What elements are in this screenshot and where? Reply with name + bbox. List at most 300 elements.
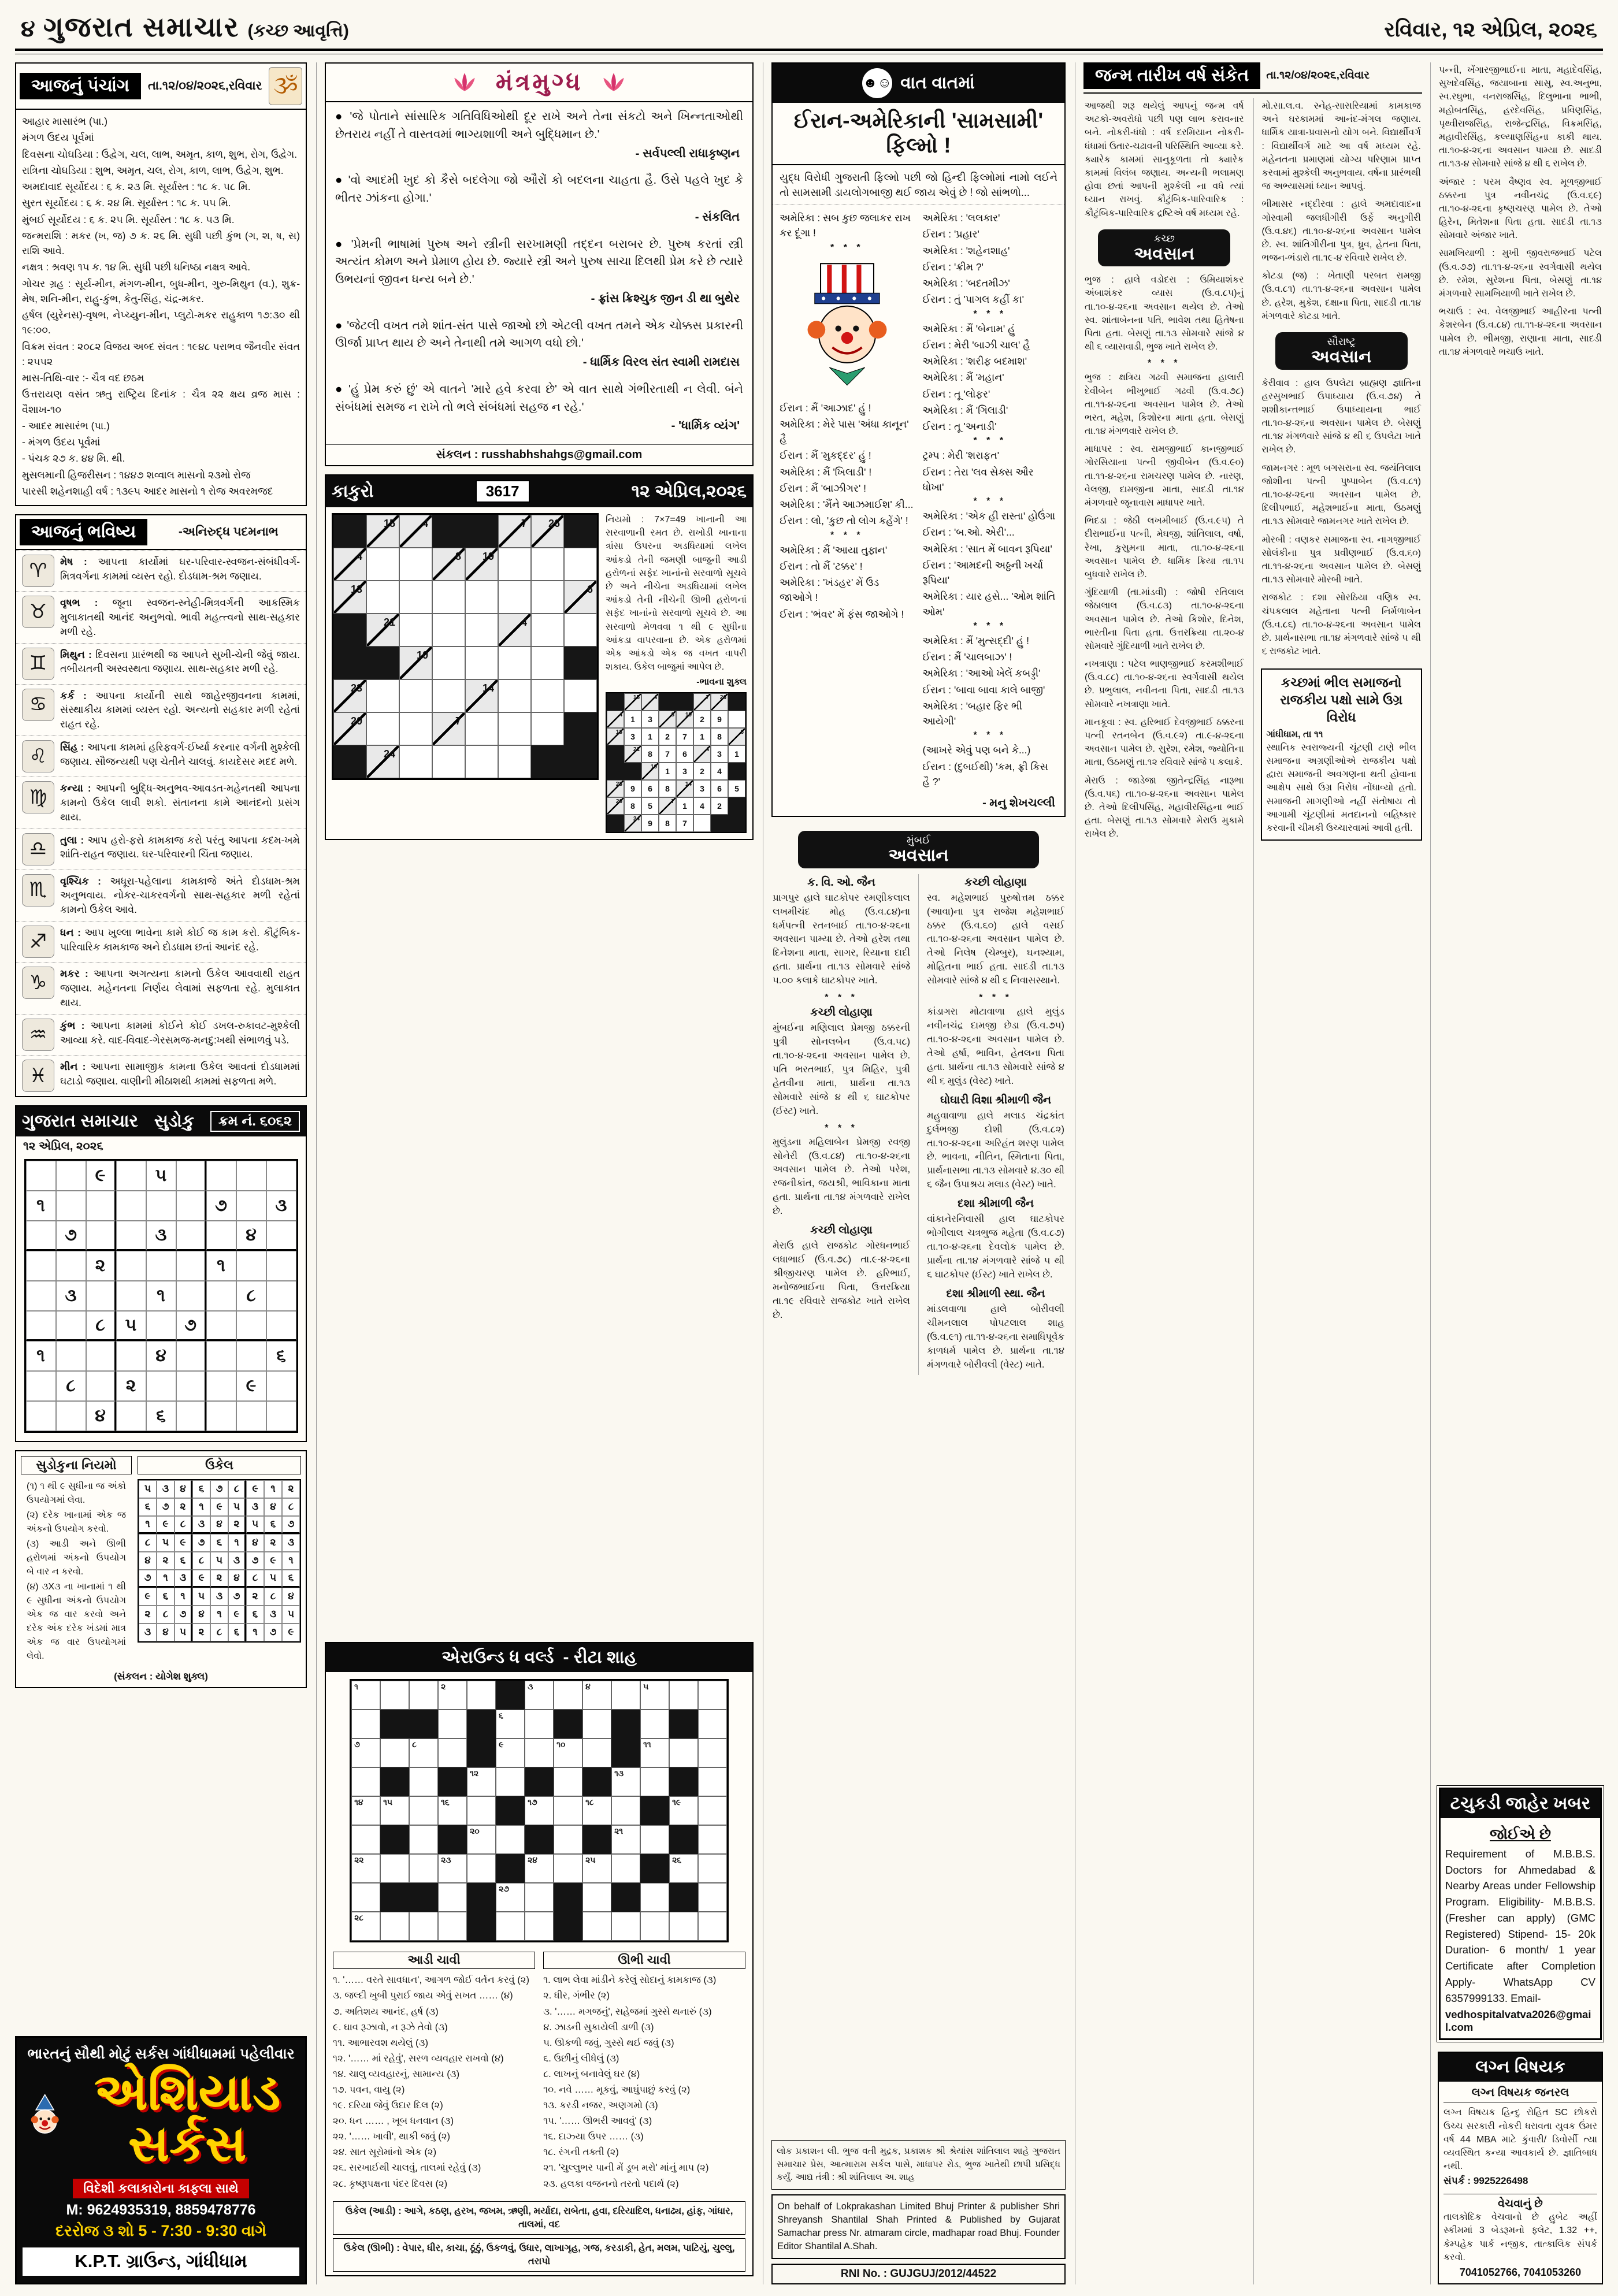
- crossword-cell[interactable]: [525, 1883, 554, 1912]
- sudoku-cell[interactable]: [146, 1191, 176, 1221]
- kakuro-clue-cell[interactable]: 26: [531, 515, 564, 548]
- sudoku-cell[interactable]: [26, 1311, 56, 1341]
- sudoku-cell[interactable]: ૬: [266, 1341, 296, 1371]
- crossword-cell[interactable]: [582, 1738, 611, 1767]
- kakuro-cell[interactable]: [432, 745, 465, 778]
- joke-line: ઈરાન : 'ભંવર' મેં ફંસ જાઓગે !: [780, 608, 904, 620]
- crossword-cell[interactable]: ૨૦: [467, 1825, 496, 1854]
- crossword-cell[interactable]: [380, 1912, 409, 1941]
- sudoku-cell[interactable]: [236, 1311, 266, 1341]
- kakuro-cell[interactable]: [465, 712, 498, 745]
- sudoku-cell[interactable]: ૫: [116, 1311, 146, 1341]
- kakuro-cell[interactable]: [564, 614, 597, 647]
- kakuro-clue-cell[interactable]: 4: [333, 548, 366, 581]
- crossword-block-cell[interactable]: [669, 1883, 698, 1912]
- crossword-block-cell[interactable]: [554, 1883, 582, 1912]
- mumbai-obits-col2: [918, 874, 1066, 1376]
- sudoku-cell[interactable]: ૩: [56, 1281, 86, 1311]
- crossword-cell[interactable]: ૪: [582, 1681, 611, 1710]
- kakuro-cell[interactable]: [432, 581, 465, 614]
- sudoku-cell[interactable]: [26, 1161, 56, 1191]
- sudoku-cell[interactable]: [206, 1311, 236, 1341]
- crossword-block-cell[interactable]: [438, 1767, 467, 1796]
- sudoku-cell[interactable]: [116, 1221, 146, 1251]
- crossword-cell[interactable]: [554, 1681, 582, 1710]
- sudoku-cell[interactable]: [176, 1401, 206, 1431]
- crossword-block-cell[interactable]: [669, 1767, 698, 1796]
- crossword-cell[interactable]: [582, 1883, 611, 1912]
- sudoku-cell[interactable]: [266, 1401, 296, 1431]
- sudoku-cell[interactable]: [26, 1401, 56, 1431]
- kakuro-cell[interactable]: [498, 745, 531, 778]
- kakuro-cell[interactable]: [432, 679, 465, 712]
- crossword-block-cell[interactable]: [496, 1854, 525, 1883]
- sudoku-grid[interactable]: [24, 1159, 298, 1433]
- zodiac-row: ♑ મકર : આપના અગત્યના કામનો ઉકેલ આવવાથી રાહત જણાય. મહેનતના નિર્ણય લેવામાં સફળતા રહે. મુલાકાત થાય.: [16, 962, 306, 1014]
- crossword-cell[interactable]: [438, 1912, 467, 1941]
- kakuro-cell[interactable]: [399, 679, 432, 712]
- sudoku-cell[interactable]: [206, 1371, 236, 1401]
- crossword-cell[interactable]: ૭: [351, 1738, 380, 1767]
- sudoku-cell[interactable]: [86, 1371, 116, 1401]
- sudoku-cell[interactable]: [146, 1371, 176, 1401]
- crossword-cell[interactable]: [698, 1912, 727, 1941]
- kakuro-clue-cell[interactable]: 19: [465, 548, 498, 581]
- circus-ad-phones[interactable]: M: 9624935319, 8859478776: [66, 2202, 256, 2218]
- crossword-cell[interactable]: ૬: [496, 1710, 525, 1738]
- sudoku-cell[interactable]: [266, 1371, 296, 1401]
- kakuro-block-cell[interactable]: [333, 614, 366, 647]
- sudoku-cell[interactable]: [176, 1341, 206, 1371]
- sudoku-cell[interactable]: ૨: [86, 1251, 116, 1281]
- sudoku-cell[interactable]: ૧: [146, 1281, 176, 1311]
- crossword-cell[interactable]: [640, 1710, 669, 1738]
- sudoku-cell[interactable]: [146, 1251, 176, 1281]
- crossword-cell[interactable]: [496, 1912, 525, 1941]
- sudoku-cell[interactable]: [266, 1221, 296, 1251]
- kakuro-clue-cell[interactable]: 15: [366, 515, 399, 548]
- kakuro-block-cell[interactable]: [333, 745, 366, 778]
- horoscope-author: -અનિરુદ્ધ પદમનાભ: [178, 525, 279, 538]
- kakuro-block-cell[interactable]: [465, 515, 498, 548]
- crossword-cell[interactable]: [554, 1825, 582, 1854]
- sudoku-cell[interactable]: [116, 1341, 146, 1371]
- text-line: (૩) આડી અને ઊભી હરોળમાં અંકનો ઉપયોગ બે વાર ન કરવો.: [27, 1539, 127, 1577]
- kakuro-cell[interactable]: [531, 548, 564, 581]
- sudoku-cell: ૨: [157, 1552, 175, 1570]
- crossword-grid[interactable]: [350, 1679, 729, 1942]
- sudoku-cell[interactable]: [266, 1161, 296, 1191]
- kakuro-clue-cell: 10: [641, 763, 659, 780]
- sudoku-cell[interactable]: [176, 1221, 206, 1251]
- kakuro-cell[interactable]: [498, 647, 531, 679]
- sudoku-cell[interactable]: ૯: [236, 1371, 266, 1401]
- crossword-cell[interactable]: [496, 1767, 525, 1796]
- sudoku-cell[interactable]: [26, 1281, 56, 1311]
- kakuro-cell[interactable]: [399, 581, 432, 614]
- crossword-block-cell[interactable]: [409, 1710, 438, 1738]
- crossword-cell[interactable]: [582, 1912, 611, 1941]
- crossword-cell[interactable]: [554, 1796, 582, 1825]
- sudoku-cell[interactable]: [26, 1251, 56, 1281]
- sale-phones[interactable]: 7041052766, 7041053260: [1459, 2267, 1582, 2278]
- kakuro-clue-cell[interactable]: 7: [498, 515, 531, 548]
- crossword-block-cell[interactable]: [467, 1883, 496, 1912]
- kakuro-cell[interactable]: [498, 712, 531, 745]
- sudoku-cell[interactable]: [176, 1371, 206, 1401]
- crossword-cell[interactable]: [380, 1854, 409, 1883]
- crossword-cell[interactable]: ૨૨: [351, 1854, 380, 1883]
- crossword-cell[interactable]: [698, 1738, 727, 1767]
- crossword-cell[interactable]: ૫: [640, 1681, 669, 1710]
- crossword-cell[interactable]: [554, 1854, 582, 1883]
- zodiac-icon: ♉: [22, 596, 54, 628]
- kakuro-cell[interactable]: [399, 745, 432, 778]
- sudoku-cell[interactable]: [176, 1281, 206, 1311]
- crossword-cell[interactable]: ૧૫: [380, 1796, 409, 1825]
- crossword-block-cell[interactable]: [467, 1912, 496, 1941]
- crossword-cell[interactable]: [698, 1710, 727, 1738]
- kakuro-clue-cell[interactable]: 24: [366, 745, 399, 778]
- kakuro-block-cell[interactable]: [333, 515, 366, 548]
- kakuro-cell[interactable]: [531, 581, 564, 614]
- sudoku-cell[interactable]: [116, 1251, 146, 1281]
- crossword-cell[interactable]: [496, 1825, 525, 1854]
- kakuro-grid[interactable]: [332, 513, 599, 780]
- kakuro-cell[interactable]: [498, 581, 531, 614]
- sudoku-cell[interactable]: [26, 1371, 56, 1401]
- sudoku-cell[interactable]: ૭: [206, 1191, 236, 1221]
- kakuro-block-cell[interactable]: [564, 712, 597, 745]
- kakuro-cell[interactable]: [366, 679, 399, 712]
- sudoku-cell[interactable]: [206, 1401, 236, 1431]
- crossword-cell[interactable]: [409, 1912, 438, 1941]
- kakuro-cell[interactable]: [498, 548, 531, 581]
- crossword-block-cell[interactable]: [525, 1825, 554, 1854]
- crossword-block-cell[interactable]: [611, 1738, 640, 1767]
- kakuro-clue-cell[interactable]: 4: [498, 614, 531, 647]
- sudoku-cell[interactable]: [116, 1191, 146, 1221]
- kakuro-cell[interactable]: [531, 614, 564, 647]
- kakuro-clue-cell[interactable]: 7: [432, 712, 465, 745]
- kakuro-cell[interactable]: [432, 647, 465, 679]
- crossword-cell[interactable]: ૩: [525, 1681, 554, 1710]
- sudoku-cell[interactable]: [86, 1281, 116, 1311]
- crossword-block-cell[interactable]: [438, 1825, 467, 1854]
- sudoku-cell[interactable]: [116, 1281, 146, 1311]
- sudoku-cell[interactable]: ૮: [236, 1281, 266, 1311]
- crossword-cell[interactable]: ૧૮: [582, 1796, 611, 1825]
- kakuro-block-cell[interactable]: [432, 515, 465, 548]
- kakuro-clue-cell[interactable]: 14: [465, 679, 498, 712]
- kakuro-clue-cell[interactable]: 4: [399, 515, 432, 548]
- sudoku-cell[interactable]: ૭: [56, 1221, 86, 1251]
- obit-paragraph: રાજકોટ : દશા સોરઠિયા વણિક સ્વ. ચંપકલાલ મહેતાના પત્ની નિર્મળાબેન (ઉ.વ.૮૬) તા.૧૦-૪-૨૬ના અવસાન પામેલ છે. પ્રાર્થનાસભા તા.૧૪ મંગળવારે સાંજે ૫ થી ૬ રાજકોટ ખાતે.: [1261, 593, 1421, 657]
- crossword-cell[interactable]: [351, 1767, 380, 1796]
- crossword-cell[interactable]: [582, 1710, 611, 1738]
- crossword-block-cell[interactable]: [611, 1883, 640, 1912]
- sudoku-cell[interactable]: ૧: [26, 1191, 56, 1221]
- crossword-cell[interactable]: [438, 1738, 467, 1767]
- mumbai-obituaries: [771, 825, 1066, 1375]
- crossword-cell[interactable]: [525, 1912, 554, 1941]
- crossword-block-cell[interactable]: [380, 1767, 409, 1796]
- sudoku-cell[interactable]: [176, 1161, 206, 1191]
- kakuro-cell[interactable]: [366, 712, 399, 745]
- crossword-cell[interactable]: [640, 1767, 669, 1796]
- crossword-cell[interactable]: [467, 1681, 496, 1710]
- kakuro-cell[interactable]: [465, 745, 498, 778]
- crossword-block-cell[interactable]: [467, 1710, 496, 1738]
- crossword-cell[interactable]: ૨૪: [525, 1854, 554, 1883]
- kakuro-block-cell: [607, 693, 624, 711]
- crossword-cell[interactable]: ૨૮: [351, 1912, 380, 1941]
- obit-paragraph: ભચાઉ : સ્વ. વેલજીભાઈ આહીરના પત્ની કેશરબેન (ઉ.વ.૮૪) તા.૧૧-૪-૨૬ના અવસાન પામેલ છે. ભીમજી, રાણાના માતા, સાદડી તા.૧૪ મંગળવારે ભચાઉ ખાતે.: [1439, 307, 1602, 357]
- sudoku-cell[interactable]: ૪: [236, 1221, 266, 1251]
- sudoku-cell[interactable]: ૯: [86, 1161, 116, 1191]
- sudoku-cell: ૪: [264, 1498, 282, 1516]
- crossword-cell[interactable]: ૨૧: [611, 1825, 640, 1854]
- kakuro-cell[interactable]: [531, 712, 564, 745]
- crossword-cell[interactable]: [640, 1825, 669, 1854]
- crossword-cell[interactable]: [380, 1681, 409, 1710]
- kakuro-clue-cell[interactable]: 23: [333, 679, 366, 712]
- sudoku-cell[interactable]: ૮: [56, 1371, 86, 1401]
- crossword-block-cell[interactable]: [467, 1738, 496, 1767]
- crossword-block-cell[interactable]: [669, 1825, 698, 1854]
- kakuro-cell[interactable]: [531, 679, 564, 712]
- crossword-cell[interactable]: ૧૦: [554, 1738, 582, 1767]
- body-paragraph: આજથી શરૂ થયેલું આપનું જન્મ વર્ષ અટકો-અવરોધો પછી પણ લાભ કરાવનાર બને. નોકરી-ધંધો : વર્ષ દરમિયાન નોકરી-ધંધામાં ઉતાર-ચઢાવની પરિસ્થિતિ આવ્યા કરે. ક્યારેક કામમાં સાનુકૂળતા તો ક્યારેક કામમાં વિલંબ જણાય. અન્યની ભલામણ હોવા છતાં આપની મુશ્કેલી ના વધે ત્યાં ધ્યાન રાખવું. કૌટુંબિક-પારિવારિક : કૌટુંબિક-પારિવારિક દ્રષ્ટિએ વર્ષ મધ્યમ રહે.: [1085, 101, 1244, 218]
- sudoku-cell[interactable]: [266, 1251, 296, 1281]
- clue-item: ૪. ઝાડની સુકાયેલી ડાળી (૩): [543, 2022, 654, 2033]
- crossword-cell[interactable]: ૧૭: [525, 1796, 554, 1825]
- sudoku-cell[interactable]: ૧: [206, 1251, 236, 1281]
- crossword-cell[interactable]: [351, 1710, 380, 1738]
- kakuro-cell[interactable]: [564, 548, 597, 581]
- crossword-cell[interactable]: [698, 1767, 727, 1796]
- crossword-block-cell[interactable]: [380, 1883, 409, 1912]
- crossword-block-cell[interactable]: [582, 1825, 611, 1854]
- sudoku-cell[interactable]: [236, 1161, 266, 1191]
- sudoku-cell[interactable]: ૬: [146, 1401, 176, 1431]
- crossword-cell[interactable]: [669, 1681, 698, 1710]
- crossword-cell[interactable]: [409, 1796, 438, 1825]
- crossword-cell[interactable]: ૧૨: [467, 1767, 496, 1796]
- crossword-cell[interactable]: ૧૩: [611, 1767, 640, 1796]
- sudoku-cell[interactable]: [206, 1161, 236, 1191]
- kakuro-clue-cell[interactable]: 10: [399, 647, 432, 679]
- kakuro-block-cell[interactable]: [531, 745, 564, 778]
- text-line: મુંબઈ સૂર્યોદય : ૬ ક. ૨૫ મિ. સૂર્યાસ્ત : ૧૮ ક. ૫૩ મિ.: [22, 213, 235, 225]
- kakuro-cell: 3: [624, 728, 641, 745]
- sudoku-cell[interactable]: [236, 1251, 266, 1281]
- crossword-cell[interactable]: [611, 1681, 640, 1710]
- crossword-cell[interactable]: [409, 1854, 438, 1883]
- kakuro-clue-cell[interactable]: 8: [432, 548, 465, 581]
- kakuro-cell[interactable]: [399, 548, 432, 581]
- crossword-cell[interactable]: ૧૧: [640, 1738, 669, 1767]
- kakuro-block-cell[interactable]: [366, 647, 399, 679]
- classified-email[interactable]: vedhospitalvatva2026@gmail.com: [1445, 2008, 1591, 2034]
- kakuro-cell[interactable]: [465, 614, 498, 647]
- crossword-block-cell[interactable]: [525, 1767, 554, 1796]
- kakuro-cell[interactable]: [465, 581, 498, 614]
- crossword-cell[interactable]: [467, 1796, 496, 1825]
- mantra-contact[interactable]: સંકલન : russhabhshahgs@gmail.com: [326, 444, 752, 465]
- crossword-block-cell[interactable]: [640, 1854, 669, 1883]
- crossword-block-cell[interactable]: [380, 1710, 409, 1738]
- sudoku-cell[interactable]: ૪: [86, 1401, 116, 1431]
- crossword-cell[interactable]: [525, 1710, 554, 1738]
- crossword-cell[interactable]: [611, 1796, 640, 1825]
- crossword-cell[interactable]: [438, 1883, 467, 1912]
- kakuro-cell[interactable]: [432, 614, 465, 647]
- sudoku-cell[interactable]: [86, 1221, 116, 1251]
- crossword-cell[interactable]: ૨૭: [496, 1883, 525, 1912]
- kakuro-cell[interactable]: [498, 679, 531, 712]
- kakuro-clue-cell[interactable]: 6: [564, 581, 597, 614]
- sudoku-cell[interactable]: [176, 1191, 206, 1221]
- circus-ad[interactable]: [15, 2036, 307, 2285]
- crossword-cell[interactable]: [380, 1738, 409, 1767]
- sudoku-cell[interactable]: [176, 1251, 206, 1281]
- sudoku-cell[interactable]: [236, 1341, 266, 1371]
- kakuro-block-cell[interactable]: [564, 647, 597, 679]
- crossword-cell[interactable]: ૨૫: [582, 1854, 611, 1883]
- crossword-cell[interactable]: ૧૯: [669, 1796, 698, 1825]
- text-line: હર્ષલ (યુરેનસ)-વૃષભ, નેપ્ચ્યુન-મીન, પ્લુટો-મકર રાહુકાળ ૧૭:૩૦ થી ૧૯:૦૦.: [22, 309, 300, 336]
- sudoku-cell[interactable]: [86, 1191, 116, 1221]
- crossword-cell[interactable]: [351, 1883, 380, 1912]
- sudoku-cell[interactable]: [146, 1311, 176, 1341]
- sudoku-cell[interactable]: ૧: [26, 1341, 56, 1371]
- crossword-cell[interactable]: [438, 1710, 467, 1738]
- kakuro-cell[interactable]: [366, 581, 399, 614]
- kakuro-cell[interactable]: [564, 679, 597, 712]
- sudoku-cell[interactable]: [206, 1281, 236, 1311]
- crossword-cell[interactable]: [467, 1854, 496, 1883]
- sudoku-cell[interactable]: [56, 1401, 86, 1431]
- kakuro-cell: 4: [711, 763, 728, 780]
- crossword-cell[interactable]: ૧: [351, 1681, 380, 1710]
- sudoku-cell[interactable]: [26, 1221, 56, 1251]
- sudoku-cell[interactable]: [206, 1221, 236, 1251]
- crossword-block-cell[interactable]: [554, 1710, 582, 1738]
- sudoku-cell[interactable]: [206, 1341, 236, 1371]
- sudoku-cell[interactable]: ૨: [116, 1371, 146, 1401]
- kakuro-clue-cell[interactable]: 21: [366, 614, 399, 647]
- crossword-cell[interactable]: [351, 1825, 380, 1854]
- crossword-cell[interactable]: [698, 1796, 727, 1825]
- sudoku-cell[interactable]: [266, 1281, 296, 1311]
- kakuro-block-cell[interactable]: [564, 515, 597, 548]
- crossword-cell[interactable]: [698, 1883, 727, 1912]
- sudoku-cell[interactable]: ૪: [146, 1341, 176, 1371]
- sudoku-cell[interactable]: ૮: [86, 1311, 116, 1341]
- crossword-cell[interactable]: [525, 1738, 554, 1767]
- obit-paragraph: કોટડા (જ) : ખેતાણી પરબત રામજી (ઉ.વ.૮૧) તા.૧૧-૪-૨૬ના અવસાન પામેલ છે. હરેશ, મુકેશ, દક્ષાના પિતા, સાદડી તા.૧૪ મંગળવારે કોટડા ખાતે.: [1261, 271, 1421, 321]
- crossword-block-cell[interactable]: [611, 1710, 640, 1738]
- crossword-cell[interactable]: [611, 1854, 640, 1883]
- crossword-cell[interactable]: [409, 1825, 438, 1854]
- clue-item: ૬. ઉછીનું લીધેલું (૩): [543, 2053, 619, 2064]
- sudoku-cell[interactable]: [56, 1341, 86, 1371]
- crossword-block-cell[interactable]: [409, 1883, 438, 1912]
- zodiac-icon: ♎: [22, 833, 54, 865]
- obit-paragraph: માંડલવાળા હાલે બોરીવલી ચીમનલાલ પોપટલાલ શાહ (ઉ.વ.૯૧) તા.૧૧-૪-૨૬ના સમાધિપૂર્વક કાળધર્મ પામેલ છે. પ્રાર્થના તા.૧૪ મંગળવારે બોરીવલી (વેસ્ટ) ખાતે.: [927, 1303, 1065, 1370]
- deity-icon: ૐ: [269, 67, 302, 105]
- crossword-cell[interactable]: ૯: [496, 1738, 525, 1767]
- crossword-block-cell[interactable]: [554, 1912, 582, 1941]
- crossword-cell[interactable]: ૧૬: [438, 1796, 467, 1825]
- crossword-block-cell[interactable]: [380, 1825, 409, 1854]
- sudoku-cell[interactable]: ૩: [266, 1191, 296, 1221]
- crossword-cell[interactable]: [698, 1825, 727, 1854]
- sudoku-cell[interactable]: [116, 1401, 146, 1431]
- crossword-cell[interactable]: [611, 1912, 640, 1941]
- crossword-cell[interactable]: [640, 1912, 669, 1941]
- crossword-cell[interactable]: ૨૬: [669, 1854, 698, 1883]
- sudoku-cell: ૫: [210, 1552, 228, 1570]
- sudoku-cell[interactable]: [56, 1161, 86, 1191]
- kakuro-cell[interactable]: [366, 548, 399, 581]
- kakuro-cell[interactable]: [465, 647, 498, 679]
- crossword-block-cell[interactable]: [640, 1796, 669, 1825]
- sudoku-cell[interactable]: ૭: [176, 1311, 206, 1341]
- sudoku-cell[interactable]: [236, 1401, 266, 1431]
- sudoku-cell[interactable]: [86, 1341, 116, 1371]
- kakuro-block-cell[interactable]: [333, 647, 366, 679]
- crossword-block-cell[interactable]: [496, 1681, 525, 1710]
- sudoku-cell[interactable]: [56, 1251, 86, 1281]
- crossword-cell[interactable]: ૮: [409, 1738, 438, 1767]
- crossword-cell[interactable]: ૨: [438, 1681, 467, 1710]
- sudoku-cell[interactable]: [56, 1311, 86, 1341]
- sudoku-cell[interactable]: ૫: [146, 1161, 176, 1191]
- crossword-cell[interactable]: ૨૩: [438, 1854, 467, 1883]
- kakuro-clue-cell[interactable]: 20: [333, 712, 366, 745]
- crossword-cell[interactable]: [669, 1912, 698, 1941]
- crossword-block-cell[interactable]: [496, 1796, 525, 1825]
- crossword-cell[interactable]: [409, 1767, 438, 1796]
- crossword-cell[interactable]: [640, 1883, 669, 1912]
- kakuro-clue-cell: 7: [693, 693, 711, 711]
- zodiac-icon: ♌: [22, 740, 54, 772]
- crossword-cell[interactable]: [554, 1767, 582, 1796]
- kakuro-cell[interactable]: [531, 647, 564, 679]
- kakuro-cell[interactable]: [399, 712, 432, 745]
- sudoku-cell[interactable]: [266, 1311, 296, 1341]
- crossword-cell[interactable]: [698, 1681, 727, 1710]
- sudoku-cell[interactable]: [56, 1191, 86, 1221]
- crossword-cell[interactable]: [669, 1738, 698, 1767]
- matrimonial-contact[interactable]: સંપર્ક : 9925226498: [1443, 2175, 1528, 2187]
- sudoku-cell[interactable]: [236, 1191, 266, 1221]
- sudoku-cell[interactable]: ૩: [146, 1221, 176, 1251]
- sudoku-cell[interactable]: [116, 1161, 146, 1191]
- crossword-cell[interactable]: ૧૪: [351, 1796, 380, 1825]
- kakuro-clue-cell[interactable]: 13: [333, 581, 366, 614]
- mantra-title: મંત્રમુગ્ધ: [495, 68, 583, 95]
- kakuro-block-cell[interactable]: [564, 745, 597, 778]
- crossword-cell[interactable]: [698, 1854, 727, 1883]
- kakuro-cell[interactable]: [399, 614, 432, 647]
- crossword-cell[interactable]: [409, 1681, 438, 1710]
- crossword-block-cell[interactable]: [669, 1710, 698, 1738]
- sudoku-date: ૧૨ એપ્રિલ, ૨૦૨૬: [23, 1139, 103, 1153]
- crossword-block-cell[interactable]: [582, 1767, 611, 1796]
